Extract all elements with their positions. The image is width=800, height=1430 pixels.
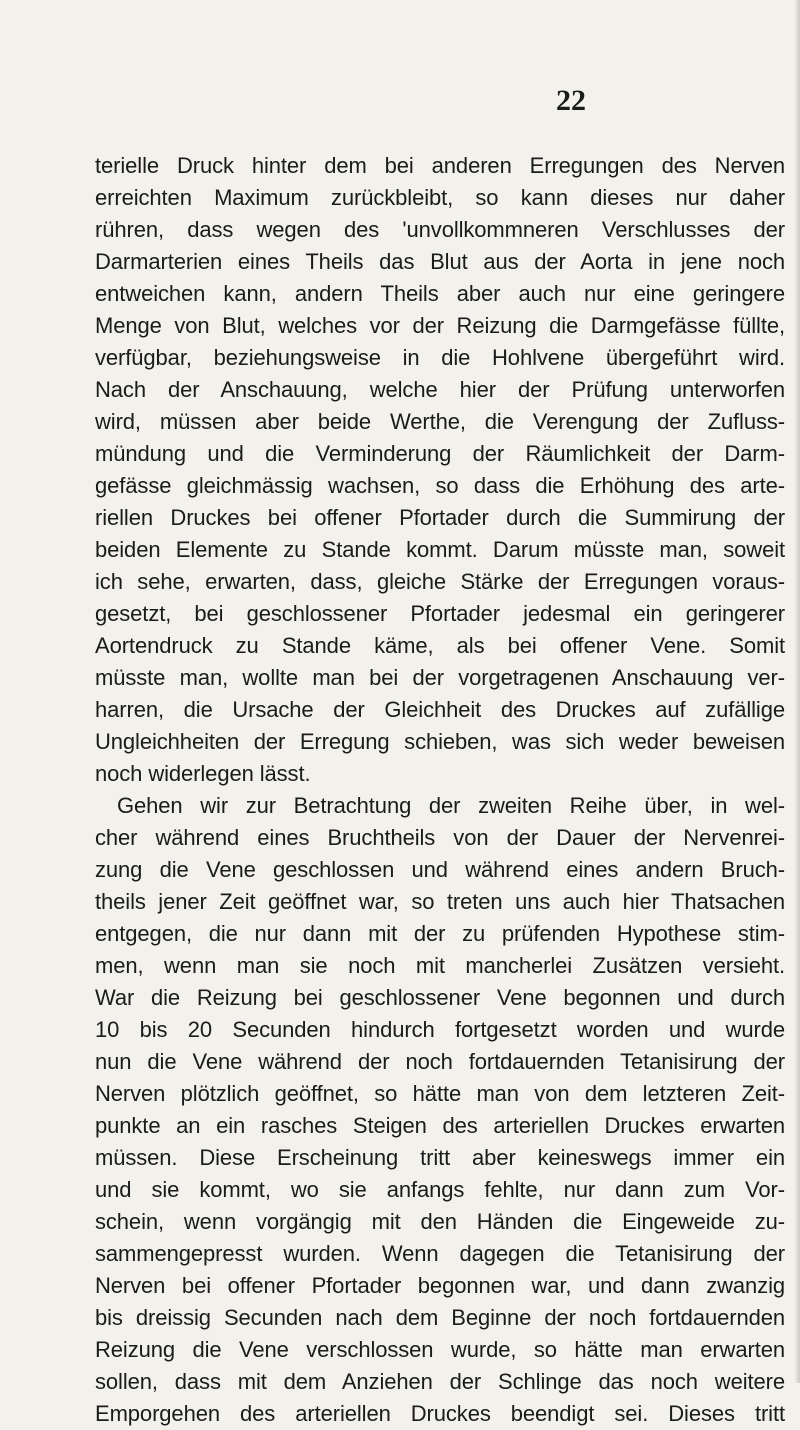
text-line: gefässe gleichmässig wachsen, so dass die Erhöhung des arte-	[95, 473, 785, 498]
page-edge-shadow	[794, 0, 800, 1383]
text-line: Ungleichheiten der Erregung schieben, was sich weder beweisen	[95, 729, 785, 754]
text-line: riellen Druckes bei offener Pfortader durch die Summirung der	[95, 505, 785, 530]
text-line: beiden Elemente zu Stande kommt. Darum müsste man, soweit	[95, 537, 785, 562]
text-line: theils jener Zeit geöffnet war, so treten uns auch hier Thatsachen	[95, 889, 785, 914]
text-line: zung die Vene geschlossen und während eines andern Bruch-	[95, 857, 785, 882]
text-line: cher während eines Bruchtheils von der Dauer der Nervenrei-	[95, 825, 785, 850]
text-line: mündung und die Verminderung der Räumlichkeit der Darm-	[95, 441, 785, 466]
text-line: entweichen kann, andern Theils aber auch nur eine geringere	[95, 281, 785, 306]
text-line: Nerven plötzlich geöffnet, so hätte man von dem letzteren Zeit-	[95, 1081, 785, 1106]
text-line: wird, müssen aber beide Werthe, die Verengung der Zufluss-	[95, 409, 785, 434]
text-line: War die Reizung bei geschlossener Vene begonnen und durch	[95, 985, 785, 1010]
text-line: und sie kommt, wo sie anfangs fehlte, nur dann zum Vor-	[95, 1177, 785, 1202]
text-line: bis dreissig Secunden nach dem Beginne der noch fortdauernden	[95, 1305, 785, 1330]
text-line: nun die Vene während der noch fortdauernden Tetanisirung der	[95, 1049, 785, 1074]
text-line: sollen, dass mit dem Anziehen der Schlinge das noch weitere	[95, 1369, 785, 1394]
text-line: Menge von Blut, welches vor der Reizung die Darmgefässe füllte,	[95, 313, 785, 338]
body-text	[95, 150, 795, 1430]
text-line: harren, die Ursache der Gleichheit des Druckes auf zufällige	[95, 697, 785, 722]
text-line: Reizung die Vene verschlossen wurde, so hätte man erwarten	[95, 1337, 785, 1362]
text-line: sammengepresst wurden. Wenn dagegen die Tetanisirung der	[95, 1241, 785, 1266]
text-line: schein, wenn vorgängig mit den Händen die Eingeweide zu-	[95, 1209, 785, 1234]
text-line: noch widerlegen lässt.	[95, 761, 311, 786]
text-line: men, wenn man sie noch mit mancherlei Zusätzen versieht.	[95, 953, 785, 978]
text-line: punkte an ein rasches Steigen des arteriellen Druckes erwarten	[95, 1113, 785, 1138]
text-line: Aortendruck zu Stande käme, als bei offener Vene. Somit	[95, 633, 785, 658]
text-line: Gehen wir zur Betrachtung der zweiten Reihe über, in wel-	[117, 793, 785, 818]
text-line: Nach der Anschauung, welche hier der Prüfung unterworfen	[95, 377, 785, 402]
text-line: rühren, dass wegen des 'unvollkommneren Verschlusses der	[95, 217, 785, 242]
text-line: erreichten Maximum zurückbleibt, so kann dieses nur daher	[95, 185, 785, 210]
text-line: 10 bis 20 Secunden hindurch fortgesetzt worden und wurde	[95, 1017, 785, 1042]
text-line: Emporgehen des arteriellen Druckes beendigt sei. Dieses tritt	[95, 1401, 785, 1426]
text-line: müssen. Diese Erscheinung tritt aber keineswegs immer ein	[95, 1145, 785, 1170]
text-line: müsste man, wollte man bei der vorgetragenen Anschauung ver-	[95, 665, 785, 690]
text-line: ich sehe, erwarten, dass, gleiche Stärke der Erregungen voraus-	[95, 569, 785, 594]
text-line: gesetzt, bei geschlossener Pfortader jedesmal ein geringerer	[95, 601, 785, 626]
text-line: terielle Druck hinter dem bei anderen Erregungen des Nerven	[95, 153, 785, 178]
page-number: 22	[556, 84, 586, 117]
text-line: Darmarterien eines Theils das Blut aus der Aorta in jene noch	[95, 249, 785, 274]
text-line: verfügbar, beziehungsweise in die Hohlvene übergeführt wird.	[95, 345, 785, 370]
text-line: Nerven bei offener Pfortader begonnen war, und dann zwanzig	[95, 1273, 785, 1298]
text-line: entgegen, die nur dann mit der zu prüfenden Hypothese stim-	[95, 921, 785, 946]
